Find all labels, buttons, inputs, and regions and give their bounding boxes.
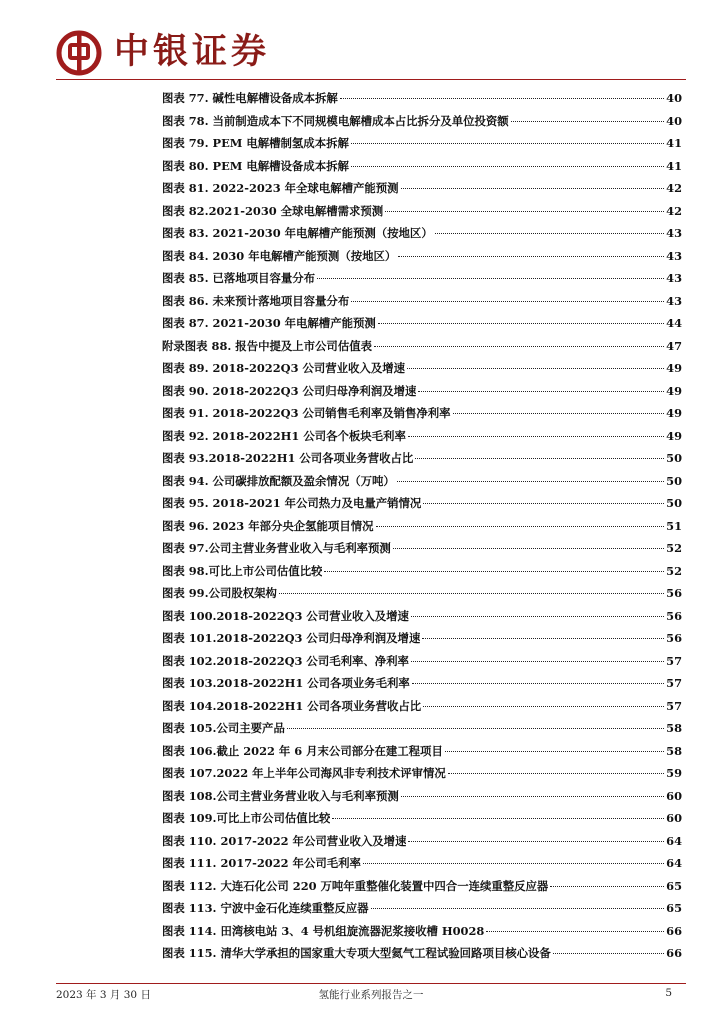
toc-entry-page: 43 [666,248,682,263]
toc-entry-title: 图表 101.2018-2022Q3 公司归母净利润及增速 [162,631,421,645]
toc-entry-title: 图表 105.公司主要产品 [162,721,285,735]
toc-entry-page: 59 [666,766,682,780]
toc-entry[interactable] [162,920,682,943]
toc-entry-page: 52 [666,541,682,555]
dot-leader [374,346,664,347]
toc-entry-page: 56 [666,631,682,645]
toc-entry[interactable] [162,380,682,403]
toc-entry-title: 图表 79. PEM 电解槽制氢成本拆解 [162,136,349,150]
toc-entry[interactable] [162,762,682,785]
toc-entry-title: 图表 78. 当前制造成本下不同规模电解槽成本占比拆分及单位投资额 [162,113,509,128]
toc-entry[interactable] [162,650,682,673]
toc-entry-title: 图表 87. 2021-2030 年电解槽产能预测 [162,316,376,330]
toc-entry[interactable] [162,335,682,358]
toc-entry[interactable] [162,357,682,380]
toc-entry-title: 图表 111. 2017-2022 年公司毛利率 [162,856,361,870]
report-series: 氢能行业系列报告之一 [318,989,424,1001]
dot-leader [351,166,664,167]
toc-entry[interactable] [162,87,682,110]
toc-entry[interactable] [162,627,682,650]
toc-entry-title: 图表 95. 2018-2021 年公司热力及电量产销情况 [162,496,422,510]
figure-index-list [162,87,682,965]
toc-entry[interactable] [162,470,682,493]
toc-entry-page: 41 [666,136,682,150]
toc-entry-page: 40 [666,113,682,128]
toc-entry-page: 58 [666,743,682,758]
toc-entry-title: 图表 107.2022 年上半年公司海风非专利技术评审情况 [162,766,446,780]
toc-entry-page: 57 [666,698,682,713]
toc-entry[interactable] [162,830,682,853]
toc-entry-title: 图表 84. 2030 年电解槽产能预测（按地区） [162,248,397,263]
page-footer [56,987,686,1005]
dot-leader [408,436,664,437]
toc-entry-title: 图表 77. 碱性电解槽设备成本拆解 [162,91,338,105]
dot-leader [398,256,664,257]
toc-entry-title: 图表 106.截止 2022 年 6 月末公司部分在建工程项目 [162,743,443,758]
toc-entry[interactable] [162,155,682,178]
toc-entry-title: 图表 109.可比上市公司估值比较 [162,811,331,825]
toc-entry-page: 64 [666,856,682,870]
dot-leader [411,661,664,662]
toc-entry[interactable] [162,132,682,155]
toc-entry-page: 64 [666,833,682,848]
toc-entry[interactable] [162,672,682,695]
toc-entry[interactable] [162,785,682,808]
toc-entry-page: 65 [666,901,682,915]
dot-leader [340,98,664,99]
header-divider [56,79,686,80]
toc-entry-page: 40 [666,91,682,105]
dot-leader [371,908,665,909]
toc-entry-page: 51 [666,518,682,533]
dot-leader [423,503,664,504]
toc-entry-page: 65 [666,878,682,893]
dot-leader [411,616,664,617]
toc-entry-page: 47 [666,338,682,353]
toc-entry-title: 图表 97.公司主营业务营业收入与毛利率预测 [162,541,391,555]
toc-entry[interactable] [162,740,682,763]
toc-entry-title: 图表 108.公司主营业务营业收入与毛利率预测 [162,788,399,803]
toc-entry-page: 50 [666,496,682,510]
toc-entry-title: 图表 103.2018-2022H1 公司各项业务毛利率 [162,676,410,690]
toc-entry[interactable] [162,290,682,313]
report-date: 2023 年 3 月 30 日 [56,989,151,1001]
toc-entry-page: 57 [666,676,682,690]
toc-entry-page: 44 [666,316,682,330]
toc-entry-title: 图表 93.2018-2022H1 公司各项业务营收占比 [162,451,414,465]
dot-leader [408,841,664,842]
toc-entry-title: 图表 91. 2018-2022Q3 公司销售毛利率及销售净利率 [162,406,451,420]
dot-leader [553,953,664,954]
toc-entry[interactable] [162,222,682,245]
toc-entry-page: 56 [666,608,682,623]
toc-entry-page: 66 [666,946,682,960]
toc-entry-title: 图表 113. 宁波中金石化连续重整反应器 [162,901,369,915]
brand-name: 中银证券 [114,31,271,72]
toc-entry-title: 图表 99.公司股权架构 [162,586,277,600]
toc-entry-title: 图表 98.可比上市公司估值比较 [162,563,323,578]
toc-entry-title: 图表 81. 2022-2023 年全球电解槽产能预测 [162,181,399,195]
dot-leader [412,683,664,684]
toc-entry-title: 图表 102.2018-2022Q3 公司毛利率、净利率 [162,653,409,668]
toc-entry-page: 56 [666,586,682,600]
toc-entry-title: 图表 92. 2018-2022H1 公司各个板块毛利率 [162,428,406,443]
toc-entry-page: 42 [666,203,682,218]
toc-entry[interactable] [162,807,682,830]
toc-entry[interactable] [162,177,682,200]
toc-entry-page: 50 [666,451,682,465]
toc-entry[interactable] [162,110,682,133]
dot-leader [401,796,664,797]
dot-leader [378,323,664,324]
toc-entry-title: 图表 112. 大连石化公司 220 万吨年重整催化装置中四合一连续重整反应器 [162,878,549,893]
toc-entry-title: 图表 100.2018-2022Q3 公司营业收入及增速 [162,608,409,623]
dot-leader [279,593,664,594]
toc-entry[interactable] [162,537,682,560]
toc-entry-page: 41 [666,158,682,173]
toc-entry-page: 49 [666,361,682,375]
dot-leader [418,391,664,392]
dot-leader [393,548,664,549]
toc-entry-title: 图表 110. 2017-2022 年公司营业收入及增速 [162,833,407,848]
bank-of-china-logo-icon [56,30,102,76]
toc-entry-page: 52 [666,563,682,578]
toc-entry-title: 图表 83. 2021-2030 年电解槽产能预测（按地区） [162,226,433,240]
toc-entry-title: 图表 89. 2018-2022Q3 公司营业收入及增速 [162,361,405,375]
toc-entry[interactable] [162,267,682,290]
dot-leader [486,931,664,932]
dot-leader [376,526,665,527]
toc-entry-page: 49 [666,406,682,420]
toc-entry-page: 66 [666,923,682,938]
toc-entry[interactable] [162,875,682,898]
toc-entry[interactable] [162,897,682,920]
toc-entry[interactable] [162,515,682,538]
toc-entry[interactable] [162,200,682,223]
toc-entry-title: 图表 114. 田湾核电站 3、4 号机组旋流器泥浆接收槽 H0028 [162,923,485,938]
toc-entry[interactable] [162,402,682,425]
toc-entry-title: 图表 115. 清华大学承担的国家重大专项大型氦气工程试验回路项目核心设备 [162,946,551,960]
dot-leader [415,458,664,459]
toc-entry-title: 图表 94. 公司碳排放配额及盈余情况（万吨） [162,473,395,488]
toc-entry-page: 43 [666,271,682,285]
dot-leader [423,706,664,707]
toc-entry-page: 42 [666,181,682,195]
toc-entry-title: 图表 82.2021-2030 全球电解槽需求预测 [162,203,384,218]
toc-entry-page: 50 [666,473,682,488]
dot-leader [511,121,664,122]
dot-leader [317,278,664,279]
toc-entry-title: 附录图表 88. 报告中提及上市公司估值表 [162,338,372,353]
toc-entry-title: 图表 90. 2018-2022Q3 公司归母净利润及增速 [162,383,417,398]
toc-entry-page: 57 [666,653,682,668]
dot-leader [397,481,664,482]
toc-entry[interactable] [162,582,682,605]
page-header [56,28,696,76]
toc-entry[interactable] [162,425,682,448]
toc-entry[interactable] [162,312,682,335]
dot-leader [332,818,664,819]
footer-divider [56,983,686,984]
toc-entry[interactable] [162,560,682,583]
toc-entry-title: 图表 80. PEM 电解槽设备成本拆解 [162,158,349,173]
dot-leader [422,638,664,639]
toc-entry-title: 图表 96. 2023 年部分央企氢能项目情况 [162,518,374,533]
dot-leader [351,301,664,302]
toc-entry-page: 49 [666,383,682,398]
dot-leader [287,728,664,729]
dot-leader [351,143,664,144]
dot-leader [363,863,664,864]
toc-entry[interactable] [162,245,682,268]
dot-leader [435,233,664,234]
toc-entry-page: 60 [666,788,682,803]
dot-leader [453,413,665,414]
toc-entry-page: 49 [666,428,682,443]
toc-entry[interactable] [162,942,682,965]
dot-leader [445,751,664,752]
toc-entry[interactable] [162,695,682,718]
toc-entry-page: 43 [666,293,682,308]
toc-entry[interactable] [162,717,682,740]
toc-entry-page: 43 [666,226,682,240]
toc-entry-page: 58 [666,721,682,735]
dot-leader [324,571,664,572]
dot-leader [401,188,665,189]
toc-entry-title: 图表 86. 未来预计落地项目容量分布 [162,293,350,308]
toc-entry[interactable] [162,605,682,628]
page-number: 5 [665,987,672,999]
dot-leader [385,211,664,212]
dot-leader [407,368,664,369]
toc-entry-page: 60 [666,811,682,825]
dot-leader [550,886,664,887]
dot-leader [448,773,664,774]
toc-entry[interactable] [162,852,682,875]
toc-entry[interactable] [162,492,682,515]
toc-entry-title: 图表 104.2018-2022H1 公司各项业务营收占比 [162,698,422,713]
toc-entry-title: 图表 85. 已落地项目容量分布 [162,271,316,285]
toc-entry[interactable] [162,447,682,470]
